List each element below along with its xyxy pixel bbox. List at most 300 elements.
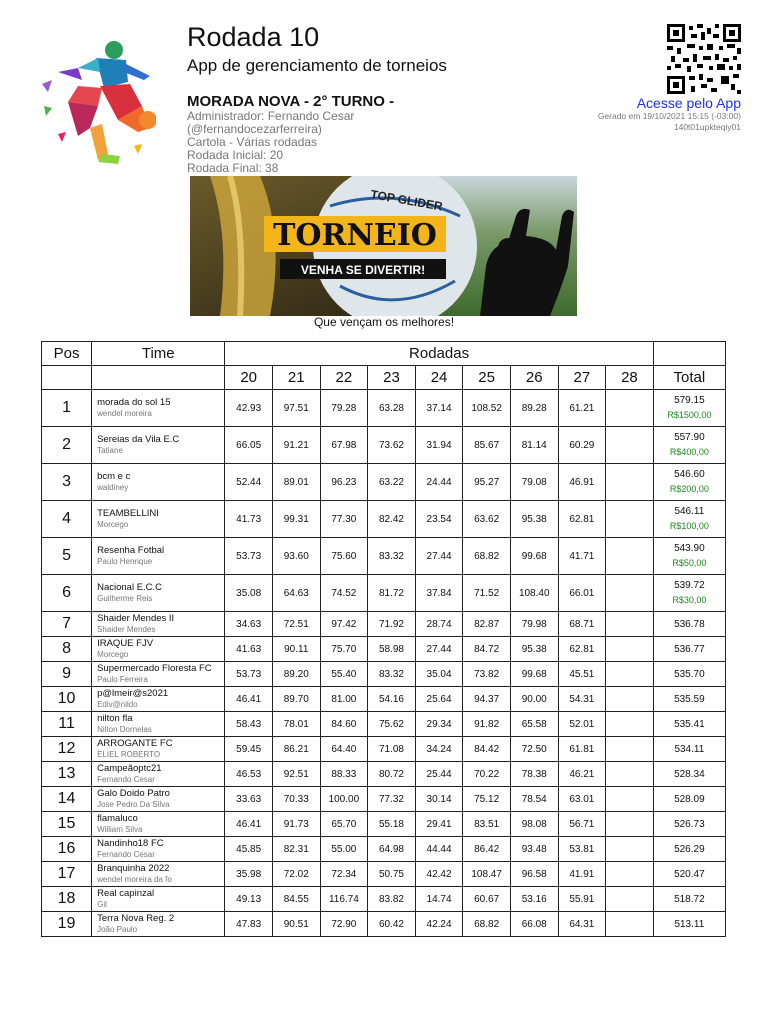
team-owner: Shaider Mendes: [97, 625, 156, 634]
round-score-cell: 83.51: [463, 812, 511, 837]
round-score-cell: 53.73: [225, 662, 273, 687]
total-cell: [653, 737, 725, 762]
round-score-cell: 84.72: [463, 637, 511, 662]
round-score-cell: 77.32: [368, 787, 416, 812]
round-score-cell: 90.51: [272, 912, 320, 937]
qr-code[interactable]: [667, 24, 741, 94]
position-cell: 4: [42, 501, 92, 538]
round-score-cell: 97.42: [320, 612, 368, 637]
table-row: [42, 887, 726, 912]
team-name: Nacional E.C.C: [97, 582, 163, 593]
round-score-cell: 72.51: [272, 612, 320, 637]
team-cell: [92, 787, 225, 812]
total-cell: [653, 687, 725, 712]
round-score-cell: 46.21: [558, 762, 606, 787]
round-score-cell: 46.41: [225, 812, 273, 837]
table-row: [42, 787, 726, 812]
round-score-cell: 45.51: [558, 662, 606, 687]
table-row: [42, 501, 726, 538]
team-name: Nandinho18 FC: [97, 838, 164, 849]
round-score-cell: 64.98: [368, 837, 416, 862]
round-header: 20: [225, 366, 273, 390]
round-header: 26: [510, 366, 558, 390]
round-score-cell: 93.48: [510, 837, 558, 862]
admin-name: Administrador: Fernando Cesar: [187, 109, 355, 123]
team-name: Supermercado Floresta FC: [97, 663, 212, 674]
total-points: 518.72: [674, 893, 705, 905]
round-header: 25: [463, 366, 511, 390]
team-name: Resenha Fotbal: [97, 545, 165, 556]
table-row: [42, 762, 726, 787]
round-score-cell: 75.12: [463, 787, 511, 812]
prize-amount: R$400,00: [669, 447, 709, 457]
round-score-cell: 79.28: [320, 390, 368, 427]
ball-text: TOP GLIDER: [369, 187, 444, 214]
round-score-cell: 59.45: [225, 737, 273, 762]
round-score-cell: 66.08: [510, 912, 558, 937]
round-score-cell: 91.82: [463, 712, 511, 737]
team-cell: [92, 812, 225, 837]
team-cell: [92, 912, 225, 937]
round-score-cell: 29.41: [415, 812, 463, 837]
team-cell: [92, 501, 225, 538]
round-score-cell: 63.62: [463, 501, 511, 538]
round-score-cell: 60.67: [463, 887, 511, 912]
round-score-cell: 28.74: [415, 612, 463, 637]
round-score-cell: 75.62: [368, 712, 416, 737]
round-score-cell: 37.84: [415, 575, 463, 612]
team-name: bcm e c: [97, 471, 131, 482]
round-score-cell: 45.85: [225, 837, 273, 862]
total-points: 535.70: [674, 668, 705, 680]
round-score-cell: 60.29: [558, 427, 606, 464]
round-score-cell: 70.33: [272, 787, 320, 812]
round-score-cell: 116.74: [320, 887, 368, 912]
round-score-cell: [606, 464, 654, 501]
round-score-cell: 75.60: [320, 538, 368, 575]
round-score-cell: 55.00: [320, 837, 368, 862]
round-score-cell: 84.60: [320, 712, 368, 737]
col-header-team: Time: [92, 342, 225, 366]
round-score-cell: 23.54: [415, 501, 463, 538]
round-score-cell: [606, 538, 654, 575]
round-score-cell: 96.58: [510, 862, 558, 887]
round-score-cell: 78.01: [272, 712, 320, 737]
position-cell: 17: [42, 862, 92, 887]
round-score-cell: 81.00: [320, 687, 368, 712]
team-owner: wendel moreira da fo: [97, 875, 172, 884]
round-score-cell: 52.01: [558, 712, 606, 737]
round-score-cell: 89.70: [272, 687, 320, 712]
round-score-cell: 66.01: [558, 575, 606, 612]
round-score-cell: 58.98: [368, 637, 416, 662]
total-points: 579.15: [674, 395, 705, 406]
round-header: 27: [558, 366, 606, 390]
total-cell: [653, 538, 725, 575]
team-cell: [92, 687, 225, 712]
total-cell: [653, 501, 725, 538]
round-score-cell: 35.98: [225, 862, 273, 887]
round-score-cell: 42.42: [415, 862, 463, 887]
round-score-cell: 65.70: [320, 812, 368, 837]
position-cell: 18: [42, 887, 92, 912]
round-score-cell: 73.82: [463, 662, 511, 687]
round-header: 24: [415, 366, 463, 390]
round-score-cell: 67.98: [320, 427, 368, 464]
round-score-cell: 61.81: [558, 737, 606, 762]
col-header-rounds: Rodadas: [225, 342, 653, 366]
team-cell: [92, 887, 225, 912]
round-header: 28: [606, 366, 654, 390]
end-round: Rodada Final: 38: [187, 161, 279, 175]
round-score-cell: 25.44: [415, 762, 463, 787]
round-score-cell: 82.87: [463, 612, 511, 637]
total-cell: [653, 787, 725, 812]
round-score-cell: 70.22: [463, 762, 511, 787]
team-name: Galo Doido Patro: [97, 788, 170, 799]
tournament-code: 140t01upkteqiy01: [673, 122, 741, 132]
total-cell: [653, 575, 725, 612]
round-score-cell: 73.62: [368, 427, 416, 464]
total-points: 536.78: [674, 618, 705, 630]
round-score-cell: 35.08: [225, 575, 273, 612]
round-score-cell: [606, 862, 654, 887]
round-score-cell: [606, 812, 654, 837]
col-header-blank: [42, 366, 92, 390]
admin-handle: (@fernandocezarferreira): [187, 122, 322, 136]
total-cell: [653, 837, 725, 862]
tagline: Que vençam os melhores!: [313, 315, 455, 329]
prize-amount: R$30,00: [672, 595, 707, 605]
round-score-cell: 68.71: [558, 612, 606, 637]
round-score-cell: 71.52: [463, 575, 511, 612]
round-score-cell: 46.91: [558, 464, 606, 501]
round-score-cell: 68.82: [463, 912, 511, 937]
round-score-cell: 60.42: [368, 912, 416, 937]
col-header-blank: [653, 342, 725, 366]
round-score-cell: 55.40: [320, 662, 368, 687]
round-score-cell: [606, 687, 654, 712]
round-score-cell: 93.60: [272, 538, 320, 575]
round-score-cell: 83.32: [368, 538, 416, 575]
team-cell: [92, 575, 225, 612]
position-cell: 13: [42, 762, 92, 787]
team-name: Shaider Mendes II: [97, 613, 175, 624]
position-cell: 3: [42, 464, 92, 501]
prize-amount: R$50,00: [672, 558, 707, 568]
col-header-total: Total: [653, 366, 725, 390]
total-cell: [653, 637, 725, 662]
total-points: 535.41: [674, 718, 705, 730]
table-row: [42, 862, 726, 887]
round-score-cell: 25.64: [415, 687, 463, 712]
round-score-cell: 90.11: [272, 637, 320, 662]
round-score-cell: 33.63: [225, 787, 273, 812]
team-cell: [92, 862, 225, 887]
round-score-cell: 46.53: [225, 762, 273, 787]
round-score-cell: 78.38: [510, 762, 558, 787]
col-header-blank: [92, 366, 225, 390]
round-score-cell: 83.82: [368, 887, 416, 912]
round-score-cell: [606, 887, 654, 912]
table-row: [42, 912, 726, 937]
team-name: TEAMBELLINI: [97, 508, 159, 519]
round-score-cell: 99.68: [510, 662, 558, 687]
team-owner: Jose Pedro Da Silva: [97, 800, 170, 809]
total-cell: [653, 390, 725, 427]
total-points: 536.77: [674, 643, 705, 655]
team-cell: [92, 712, 225, 737]
round-score-cell: 41.71: [558, 538, 606, 575]
round-score-cell: 90.00: [510, 687, 558, 712]
total-points: 546.11: [674, 506, 705, 517]
team-cell: [92, 662, 225, 687]
round-score-cell: 53.81: [558, 837, 606, 862]
team-cell: [92, 637, 225, 662]
ranking-body: [42, 390, 726, 937]
round-score-cell: 72.34: [320, 862, 368, 887]
round-score-cell: [606, 737, 654, 762]
table-row: [42, 687, 726, 712]
league-info: [187, 110, 354, 175]
round-score-cell: 42.24: [415, 912, 463, 937]
generated-timestamp: Gerado em 19/10/2021 15:15 (-03:00): [597, 111, 741, 121]
round-score-cell: 52.44: [225, 464, 273, 501]
prize-amount: R$100,00: [669, 521, 709, 531]
round-score-cell: 81.72: [368, 575, 416, 612]
team-owner: Fernando Cesar: [97, 850, 155, 859]
team-name: ARROGANTE FC: [97, 738, 173, 749]
round-score-cell: [606, 637, 654, 662]
team-owner: Gil: [97, 900, 107, 909]
round-score-cell: 84.42: [463, 737, 511, 762]
table-row: [42, 837, 726, 862]
round-score-cell: 44.44: [415, 837, 463, 862]
round-score-cell: 78.54: [510, 787, 558, 812]
banner-slogan: VENHA SE DIVERTIR!: [300, 263, 426, 277]
banner-image: [190, 176, 577, 316]
table-row: [42, 812, 726, 837]
position-cell: 12: [42, 737, 92, 762]
round-score-cell: 99.68: [510, 538, 558, 575]
team-cell: [92, 427, 225, 464]
round-score-cell: 68.82: [463, 538, 511, 575]
round-score-cell: 64.40: [320, 737, 368, 762]
position-cell: 14: [42, 787, 92, 812]
round-score-cell: 108.52: [463, 390, 511, 427]
team-cell: [92, 464, 225, 501]
team-owner: Morcego: [97, 650, 129, 659]
round-score-cell: 27.44: [415, 538, 463, 575]
round-score-cell: 95.38: [510, 501, 558, 538]
round-score-cell: 55.18: [368, 812, 416, 837]
round-score-cell: 24.44: [415, 464, 463, 501]
total-points: 543.90: [674, 543, 705, 554]
round-score-cell: [606, 575, 654, 612]
round-score-cell: 88.33: [320, 762, 368, 787]
round-score-cell: 55.91: [558, 887, 606, 912]
total-points: 526.73: [674, 818, 705, 830]
round-score-cell: [606, 390, 654, 427]
round-score-cell: 79.08: [510, 464, 558, 501]
round-score-cell: 72.90: [320, 912, 368, 937]
table-row: [42, 637, 726, 662]
team-name: flamaluco: [97, 813, 138, 824]
round-score-cell: 54.31: [558, 687, 606, 712]
round-score-cell: 75.70: [320, 637, 368, 662]
position-cell: 11: [42, 712, 92, 737]
game-mode: Cartola - Várias rodadas: [187, 135, 318, 149]
prize-amount: R$1500,00: [667, 410, 712, 420]
position-cell: 2: [42, 427, 92, 464]
round-score-cell: 71.92: [368, 612, 416, 637]
round-score-cell: 77.30: [320, 501, 368, 538]
start-round: Rodada Inicial: 20: [187, 148, 284, 162]
round-score-cell: 86.42: [463, 837, 511, 862]
round-score-cell: [606, 712, 654, 737]
team-owner: wendel moreira: [97, 409, 152, 418]
total-points: 520.47: [674, 868, 705, 880]
team-owner: waldiney: [97, 483, 129, 492]
round-score-cell: 61.21: [558, 390, 606, 427]
position-cell: 15: [42, 812, 92, 837]
prize-amount: R$200,00: [669, 484, 709, 494]
round-score-cell: 58.43: [225, 712, 273, 737]
total-cell: [653, 612, 725, 637]
team-owner: Ediv@nildo: [97, 700, 138, 709]
position-cell: 10: [42, 687, 92, 712]
round-score-cell: 42.93: [225, 390, 273, 427]
header-row-2: [42, 366, 726, 390]
team-cell: [92, 737, 225, 762]
table-row: [42, 427, 726, 464]
round-score-cell: [606, 762, 654, 787]
round-score-cell: 96.23: [320, 464, 368, 501]
team-cell: [92, 762, 225, 787]
team-name: nilton fla: [97, 713, 133, 724]
total-points: 513.11: [674, 918, 705, 930]
ranking-table: [41, 341, 726, 937]
round-score-cell: 99.31: [272, 501, 320, 538]
round-score-cell: 84.55: [272, 887, 320, 912]
team-name: Branquinha 2022: [97, 863, 170, 874]
round-score-cell: 64.31: [558, 912, 606, 937]
access-app-link[interactable]: Acesse pelo App: [636, 95, 741, 111]
round-score-cell: 81.14: [510, 427, 558, 464]
table-row: [42, 390, 726, 427]
round-score-cell: 50.75: [368, 862, 416, 887]
round-score-cell: 89.28: [510, 390, 558, 427]
round-header: 21: [272, 366, 320, 390]
team-owner: Paulo Henrique: [97, 557, 153, 566]
round-score-cell: [606, 501, 654, 538]
round-score-cell: 66.05: [225, 427, 273, 464]
round-score-cell: 83.32: [368, 662, 416, 687]
round-header: 22: [320, 366, 368, 390]
total-cell: [653, 762, 725, 787]
table-row: [42, 538, 726, 575]
team-owner: Guilherme Reis: [97, 594, 153, 603]
total-cell: [653, 887, 725, 912]
team-owner: Nilton Dornelas: [97, 725, 152, 734]
position-cell: 8: [42, 637, 92, 662]
total-cell: [653, 812, 725, 837]
round-score-cell: 108.47: [463, 862, 511, 887]
position-cell: 1: [42, 390, 92, 427]
round-score-cell: 35.04: [415, 662, 463, 687]
round-score-cell: 95.27: [463, 464, 511, 501]
round-score-cell: [606, 912, 654, 937]
round-score-cell: 95.38: [510, 637, 558, 662]
round-score-cell: 100.00: [320, 787, 368, 812]
round-score-cell: 64.63: [272, 575, 320, 612]
team-owner: Paulo Ferreira: [97, 675, 148, 684]
round-score-cell: 34.24: [415, 737, 463, 762]
position-cell: 5: [42, 538, 92, 575]
round-score-cell: 72.02: [272, 862, 320, 887]
round-score-cell: 89.01: [272, 464, 320, 501]
position-cell: 19: [42, 912, 92, 937]
round-score-cell: 41.63: [225, 637, 273, 662]
table-row: [42, 464, 726, 501]
total-cell: [653, 662, 725, 687]
round-score-cell: 82.42: [368, 501, 416, 538]
team-cell: [92, 538, 225, 575]
total-cell: [653, 464, 725, 501]
round-score-cell: 46.41: [225, 687, 273, 712]
round-score-cell: 65.58: [510, 712, 558, 737]
team-owner: Morcego: [97, 520, 129, 529]
round-score-cell: 79.98: [510, 612, 558, 637]
round-score-cell: 47.83: [225, 912, 273, 937]
round-score-cell: [606, 427, 654, 464]
position-cell: 7: [42, 612, 92, 637]
round-score-cell: 56.71: [558, 812, 606, 837]
round-score-cell: 37.14: [415, 390, 463, 427]
round-score-cell: 80.72: [368, 762, 416, 787]
round-score-cell: 30.14: [415, 787, 463, 812]
generated-info: [598, 111, 741, 133]
round-score-cell: 34.63: [225, 612, 273, 637]
total-cell: [653, 862, 725, 887]
round-score-cell: 63.22: [368, 464, 416, 501]
round-score-cell: 91.21: [272, 427, 320, 464]
round-score-cell: [606, 662, 654, 687]
table-row: [42, 612, 726, 637]
round-score-cell: 108.40: [510, 575, 558, 612]
team-name: Terra Nova Reg. 2: [97, 913, 175, 924]
round-score-cell: 86.21: [272, 737, 320, 762]
total-points: 539.72: [674, 580, 705, 591]
total-points: 528.34: [674, 768, 705, 780]
league-name: MORADA NOVA - 2° TURNO -: [187, 93, 395, 110]
team-name: Campeãoptc21: [97, 763, 162, 774]
round-score-cell: 89.20: [272, 662, 320, 687]
round-score-cell: 94.37: [463, 687, 511, 712]
round-score-cell: 29.34: [415, 712, 463, 737]
total-cell: [653, 712, 725, 737]
team-name: p@lmeir@s2021: [97, 688, 169, 699]
page-title: Rodada 10: [187, 22, 320, 52]
team-name: IRAQUE FJV: [97, 638, 154, 649]
soccer-player-logo: [38, 36, 156, 164]
round-score-cell: 53.73: [225, 538, 273, 575]
team-cell: [92, 390, 225, 427]
total-points: 534.11: [674, 743, 705, 755]
round-score-cell: 54.16: [368, 687, 416, 712]
total-points: 546.60: [674, 469, 705, 480]
round-score-cell: 53.16: [510, 887, 558, 912]
